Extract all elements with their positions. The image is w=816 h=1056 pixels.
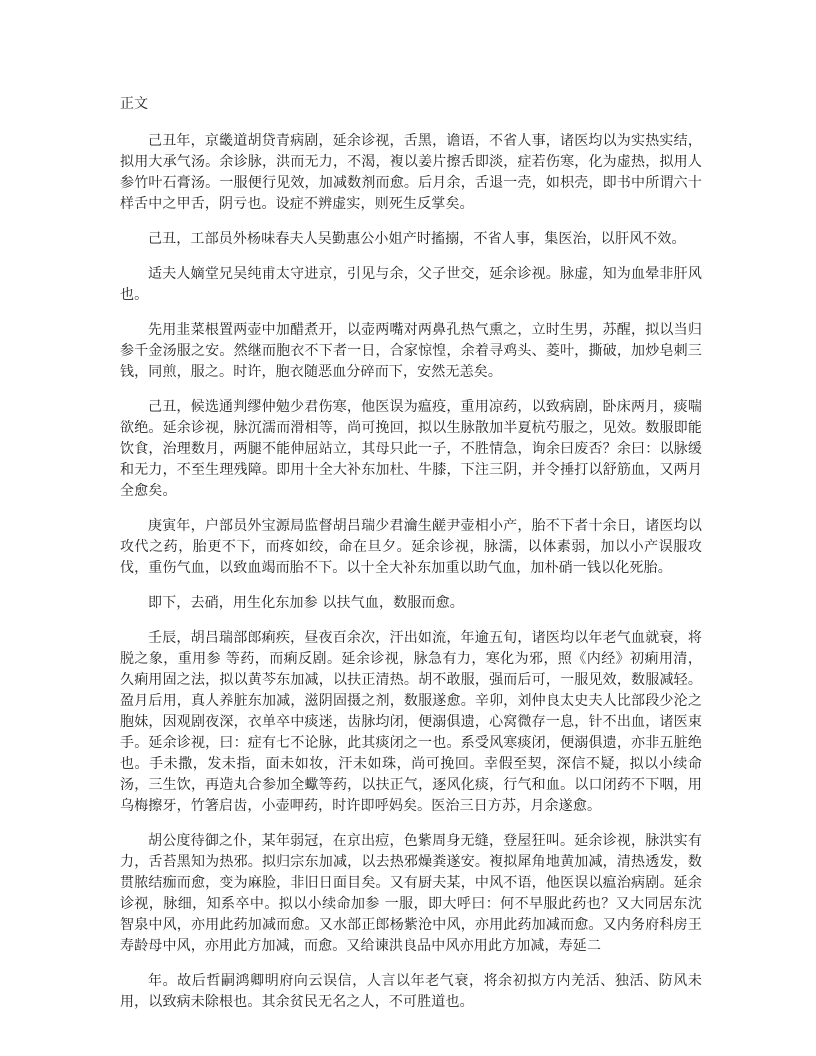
paragraph: 适夫人嫡堂兄吴纯甫太守进京，引见与余，父子世交，延余诊视。脉虚，知为血晕非肝风也。 [120, 266, 702, 303]
paragraph: 己丑，候选通判缪仲勉少君伤寒，他医误为瘟疫，重用凉药，以致病剧，卧床两月，痰喘欲绝。延余诊视，脉沉濡而滑相等，尚可挽回，拟以生脉散加半夏杭芍服之，见效。数服即能饮食，治理数月，两腿不能伸屈站立，其母只此一子，不胜情急，询余曰废否？余曰：以脉缓和无力，不至生理残障。即用十全大补东加杜、牛膝，下注三阴，并令捶打以舒筋血，又两月全愈矣。 [120, 399, 702, 499]
section-heading: 正文 [120, 96, 148, 112]
paragraph: 胡公度待御之仆，某年弱冠，在京出痘，色紫周身无缝，登屋狂叫。延余诊视，脉洪实有力，舌苔黑知为热邪。拟归宗东加减，以去热邪燥粪遂安。複拟犀角地黄加减，清热透发，数贯脓结痂而愈，变为麻脸，非旧日面目矣。又有厨夫某，中风不语，他医误以瘟治病剧。延余诊视，脉细，知系卒中。拟以小续命加参 一服，即大呼曰：何不早服此药也？又大同居东沈智泉中风，亦用此药加减而愈。又水部正郎杨紫沧中风，亦用此药加减而愈。又内务府科房王寿龄母中风，亦用此方加减，而愈。又给谏洪良品中风亦用此方加减，寿延二 [120, 833, 702, 954]
paragraph: 先用韭菜根置两壶中加醋煮开，以壶两嘴对两鼻孔热气熏之，立时生男，苏醒，拟以当归参千金汤服之安。然继而胞衣不下者一日，合家惊惶，余着寻鸡头、菱叶，撕破，加炒皂刺三钱，同煎，服之。时许，胞衣随恶血分碎而下，安然无恙矣。 [120, 322, 702, 380]
paragraph: 庚寅年，户部员外宝源局监督胡吕瑞少君瀹生鹾尹壶相小产，胎不下者十余日，诸医均以攻代之药，胎更不下，而疼如绞，命在旦夕。延余诊视，脉濡，以体素弱，加以小产误服攻伐，重伤气血，以致血竭而胎不下。以十全大补东加重以助气血，加朴硝一钱以化死胎。 [120, 518, 702, 576]
paragraph: 即下，去硝，用生化东加参 以扶气血，数服而愈。 [148, 595, 464, 611]
paragraph: 年。故后哲嗣鸿卿明府向云误信，人言以年老气衰，将余初拟方内羌活、独活、防风未用，以致病未除根也。其余贫民无名之人，不可胜道也。 [120, 973, 702, 1010]
paragraph: 己丑，工部员外杨味春夫人吴勤惠公小姐产时搐搦，不省人事，集医治，以肝风不效。 [148, 231, 686, 247]
document-page [120, 94, 702, 1027]
paragraph: 壬辰，胡吕瑞部郎痢疾，昼夜百余次，汗出如流，年逾五旬，诸医均以年老气血就衰，将脱之象，重用参 等药，而痢反剧。延余诊视，脉急有力，寒化为邪，照《内经》初痢用清，久痢用固之法，拟以黄芩东加减，以扶正清热。胡不敢服，强而后可，一服见效，数服减轻。盈月后用，真人养脏东加减，滋阴固摄之剂，数服遂愈。辛卯，刘仲良太史夫人比部段少沦之胞妹，因观剧夜深，衣单卒中痰迷，齿脉均闭，便溺俱遗，心窝微存一息，针不出血，诸医束手。延余诊视，曰：症有七不论脉，此其痰闭之一也。系受风寒痰闭，便溺俱遗，亦非五脏绝也。手未撒，发未指，面未如妆，汗未如珠，尚可挽回。幸假至契，深信不疑，拟以小续命汤，三生饮，再造丸合参加全蠍等药，以扶正气，逐风化痰，行气和血。以口闭药不下咽，用乌梅擦牙，竹箸启齿，小壶呷药，时许即呼妈矣。医治三日方苏，月余遂愈。 [120, 630, 702, 814]
paragraph: 己丑年，京畿道胡贷青病剧，延余诊视，舌黑，谵语，不省人事，诸医均以为实热实结，拟用大承气汤。余诊脉，洪而无力，不渴，複以姜片擦舌即淡，症若伤寒，化为虚热，拟用人参竹叶石膏汤。一服便行见效，加减数剂而愈。后月余，舌退一壳，如枳壳，即书中所谓六十样舌中之甲舌，阴亏也。设症不辨虚实，则死生反掌矣。 [120, 133, 702, 212]
